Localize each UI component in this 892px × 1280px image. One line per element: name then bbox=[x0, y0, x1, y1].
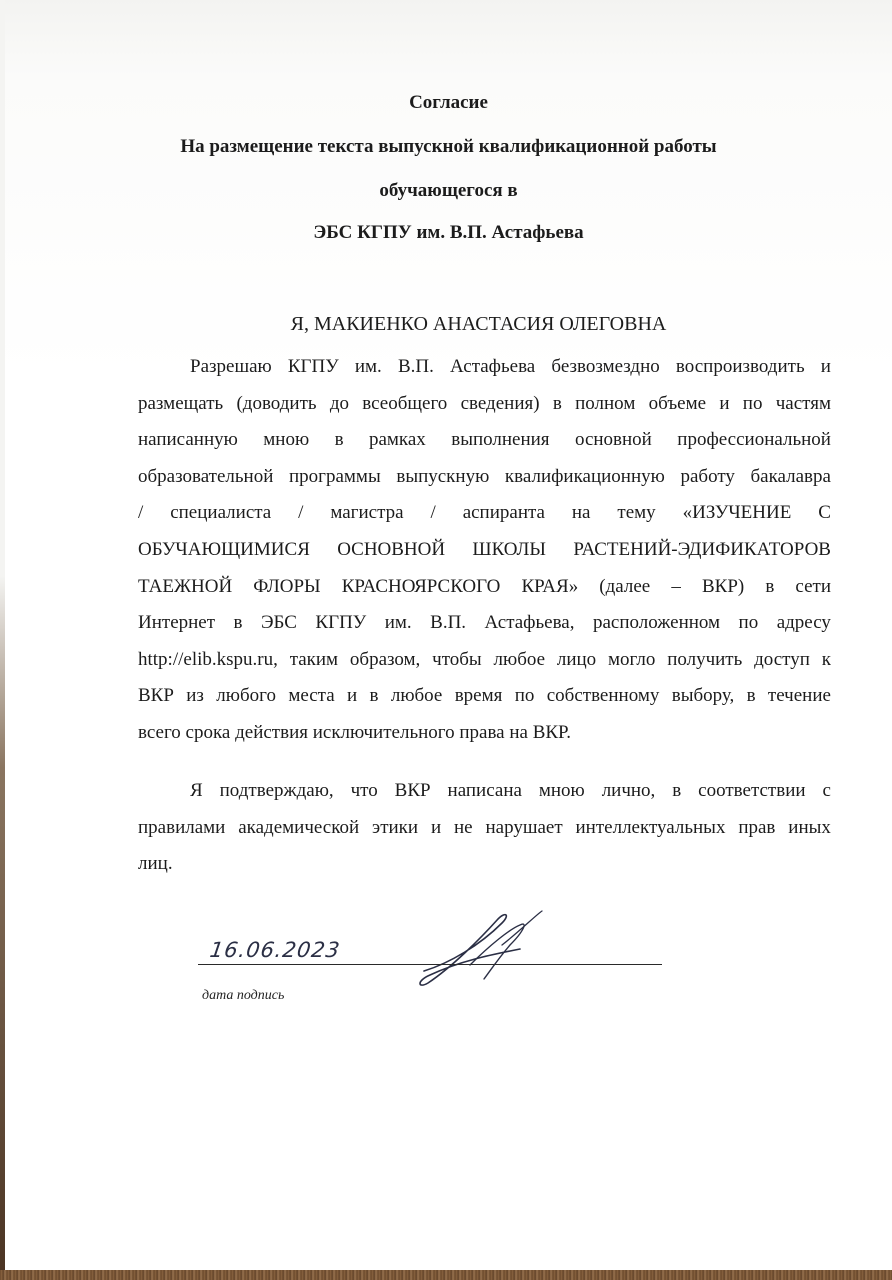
word: полном bbox=[575, 392, 636, 414]
word: в bbox=[334, 429, 344, 451]
word: им. bbox=[354, 356, 382, 377]
paragraph-permission-last-line: всего срока действия исключительного права на ВКР. bbox=[138, 722, 571, 743]
word: частям bbox=[775, 392, 831, 414]
word: специалиста bbox=[170, 502, 272, 524]
word: «ИЗУЧЕНИЕ bbox=[682, 502, 792, 524]
handwritten-date: 16.06.2023 bbox=[208, 938, 342, 962]
word: рамках bbox=[368, 429, 426, 451]
word: ТАЕЖНОЙ bbox=[138, 575, 233, 597]
word: и bbox=[719, 392, 730, 414]
word: Астафьева, bbox=[484, 612, 575, 634]
word: доступ bbox=[754, 648, 810, 670]
word: в bbox=[233, 612, 243, 634]
word: в bbox=[369, 685, 379, 707]
document-subtitle-line-3: ЭБС КГПУ им. В.П. Астафьева bbox=[313, 222, 584, 243]
word: КРАСНОЯРСКОГО bbox=[341, 575, 501, 597]
word: получить bbox=[667, 648, 743, 670]
word: В.П. bbox=[430, 612, 467, 634]
word: по bbox=[742, 392, 763, 414]
word: соответствии bbox=[698, 780, 806, 801]
word: ВКР) bbox=[701, 575, 745, 597]
word: сведения) bbox=[460, 392, 540, 414]
word: могло bbox=[608, 648, 656, 670]
word: мною bbox=[263, 429, 310, 451]
document-subtitle-line-1: На размещение текста выпускной квалификационной работы bbox=[180, 136, 717, 157]
word: работу bbox=[680, 465, 735, 487]
word: основной bbox=[574, 429, 652, 451]
word: таким bbox=[289, 648, 339, 670]
paragraph-permission-line bbox=[138, 539, 831, 561]
word: написана bbox=[447, 780, 522, 801]
word: КГПУ bbox=[315, 612, 367, 634]
word: лично, bbox=[601, 780, 656, 801]
declarant-name: Я, МАКИЕНКО АНАСТАСИЯ ОЛЕГОВНА bbox=[290, 313, 667, 335]
word: программы bbox=[289, 465, 381, 487]
word: нарушает bbox=[485, 816, 563, 838]
word: ВКР bbox=[138, 685, 174, 707]
word: ОСНОВНОЙ bbox=[337, 539, 446, 560]
word: сети bbox=[795, 575, 831, 597]
word: по bbox=[738, 612, 759, 634]
word: правилами bbox=[138, 816, 226, 838]
word: квалификационную bbox=[504, 465, 665, 487]
word: время bbox=[454, 685, 503, 707]
word: Я bbox=[190, 780, 203, 801]
word: (далее bbox=[599, 575, 651, 597]
word: любое bbox=[390, 685, 443, 707]
word: чтобы bbox=[432, 648, 482, 670]
word: объеме bbox=[648, 392, 707, 414]
word: по bbox=[514, 685, 535, 707]
word: образом, bbox=[349, 648, 421, 670]
word: прав bbox=[738, 816, 776, 838]
word: выбору, bbox=[671, 685, 735, 707]
paragraph-permission-line bbox=[138, 393, 831, 415]
word: Астафьева bbox=[450, 356, 536, 377]
word: места bbox=[288, 685, 335, 707]
word: воспроизводить bbox=[675, 356, 805, 377]
word: http://elib.kspu.ru, bbox=[138, 648, 278, 670]
word: профессиональной bbox=[677, 429, 831, 451]
word: что bbox=[350, 780, 378, 801]
paragraph-confirmation-line bbox=[138, 817, 831, 839]
document-page bbox=[5, 0, 892, 1270]
signature-caption: дата подпись bbox=[202, 988, 285, 1003]
word: не bbox=[454, 816, 473, 838]
word: КГПУ bbox=[287, 356, 339, 377]
paragraph-permission-line bbox=[138, 649, 831, 671]
word: аспиранта bbox=[462, 502, 545, 524]
word: и bbox=[820, 356, 831, 377]
paragraph-permission-line bbox=[138, 466, 831, 488]
word: безвозмездно bbox=[551, 356, 660, 377]
word: образовательной bbox=[138, 465, 274, 487]
word: адресу bbox=[776, 612, 831, 634]
word: на bbox=[571, 502, 591, 524]
document-subtitle-line-2: обучающегося в bbox=[379, 180, 518, 201]
paragraph-permission-line bbox=[190, 356, 831, 378]
handwritten-signature bbox=[410, 905, 550, 990]
word: мною bbox=[538, 780, 585, 801]
word: любое bbox=[493, 648, 546, 670]
word: им. bbox=[384, 612, 412, 634]
word: подтверждаю, bbox=[219, 780, 334, 801]
word: выполнения bbox=[451, 429, 550, 451]
word: к bbox=[821, 648, 831, 670]
word: тему bbox=[617, 502, 656, 524]
paragraph-confirmation-last-line: лиц. bbox=[138, 853, 173, 874]
word: течение bbox=[767, 685, 831, 707]
word: С bbox=[818, 502, 831, 524]
paragraph-permission-line bbox=[138, 429, 831, 451]
word: выпускную bbox=[396, 465, 490, 487]
word: иных bbox=[788, 816, 831, 838]
word: лицо bbox=[556, 648, 597, 670]
paragraph-permission-line bbox=[138, 502, 831, 524]
word: в bbox=[672, 780, 682, 801]
word: РАСТЕНИЙ-ЭДИФИКАТОРОВ bbox=[573, 539, 831, 560]
word: / bbox=[430, 502, 436, 524]
word: бакалавра bbox=[750, 465, 831, 487]
paragraph-permission-line bbox=[138, 576, 831, 598]
word: в bbox=[765, 575, 775, 597]
word: Разрешаю bbox=[190, 356, 272, 377]
word: с bbox=[822, 780, 831, 801]
word: всеобщего bbox=[362, 392, 448, 414]
word: и bbox=[347, 685, 358, 707]
word: / bbox=[138, 502, 144, 524]
word: ШКОЛЫ bbox=[472, 539, 547, 560]
word: магистра bbox=[330, 502, 404, 524]
word: Интернет bbox=[138, 612, 216, 634]
paragraph-permission-line bbox=[138, 685, 831, 707]
word: и bbox=[430, 816, 442, 838]
word: в bbox=[552, 392, 562, 414]
word: интеллектуальных bbox=[575, 816, 726, 838]
word: этики bbox=[372, 816, 419, 838]
word: В.П. bbox=[397, 356, 434, 377]
word: ФЛОРЫ bbox=[253, 575, 321, 597]
word: КРАЯ» bbox=[521, 575, 579, 597]
word: в bbox=[746, 685, 756, 707]
word: академической bbox=[238, 816, 360, 838]
word: – bbox=[671, 575, 681, 597]
word: из bbox=[186, 685, 204, 707]
word: ВКР bbox=[394, 780, 431, 801]
word: (доводить bbox=[236, 392, 317, 414]
word: ОБУЧАЮЩИМИСЯ bbox=[138, 539, 310, 560]
table-surface-bottom bbox=[0, 1270, 892, 1280]
word: до bbox=[329, 392, 349, 414]
paragraph-confirmation-line bbox=[190, 780, 831, 802]
word: собственному bbox=[546, 685, 660, 707]
word: размещать bbox=[138, 392, 224, 414]
word: / bbox=[298, 502, 304, 524]
word: написанную bbox=[138, 429, 238, 451]
word: расположенном bbox=[592, 612, 721, 634]
word: ЭБС bbox=[260, 612, 297, 634]
word: любого bbox=[216, 685, 276, 707]
document-title: Согласие bbox=[409, 92, 488, 113]
signature-line bbox=[198, 964, 662, 965]
paragraph-permission-line bbox=[138, 612, 831, 634]
